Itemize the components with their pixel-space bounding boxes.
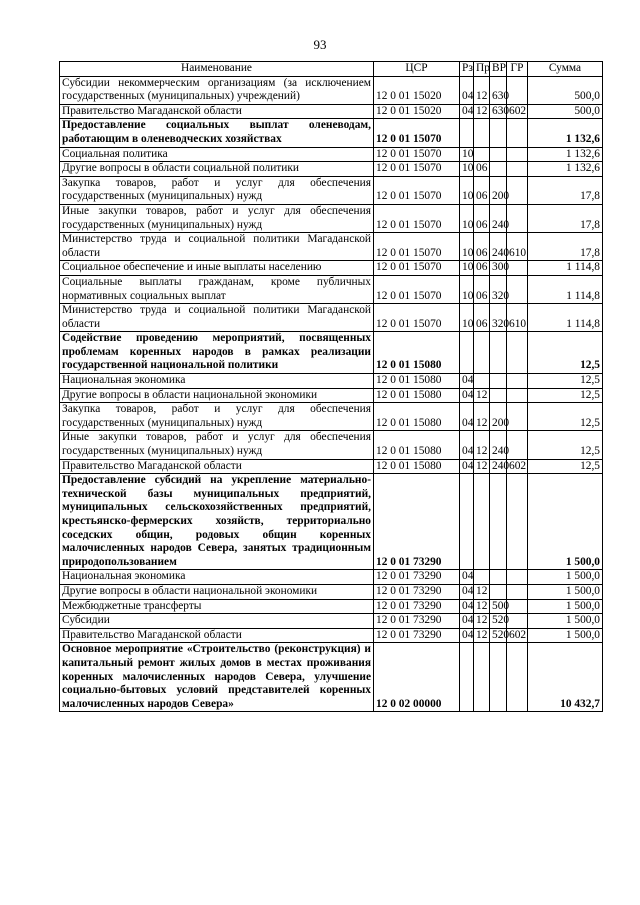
cell-pr: 12 <box>474 599 490 614</box>
cell-vr: 240 <box>490 431 507 459</box>
cell-name: Национальная экономика <box>60 570 374 585</box>
cell-gr <box>507 204 528 232</box>
cell-name: Закупка товаров, работ и услуг для обеспечения государственных (муниципальных) нужд <box>60 403 374 431</box>
cell-sum: 1 500,0 <box>528 570 603 585</box>
cell-pr <box>474 474 490 570</box>
cell-vr: 630 <box>490 104 507 119</box>
cell-vr <box>490 570 507 585</box>
table-row <box>60 374 603 389</box>
cell-sum: 1 114,8 <box>528 275 603 303</box>
cell-csr: 12 0 01 73290 <box>374 628 460 643</box>
cell-pr <box>474 332 490 374</box>
cell-pr: 12 <box>474 76 490 104</box>
cell-gr <box>507 403 528 431</box>
cell-sum: 1 132,6 <box>528 162 603 177</box>
cell-gr <box>507 388 528 403</box>
cell-rz: 04 <box>460 599 474 614</box>
table-row <box>60 261 603 276</box>
cell-rz <box>460 643 474 712</box>
cell-pr: 06 <box>474 275 490 303</box>
page-number: 93 <box>313 37 327 52</box>
cell-vr: 630 <box>490 76 507 104</box>
cell-rz: 10 <box>460 204 474 232</box>
cell-name: Предоставление субсидий на укрепление материально-технической базы муниципальных предприятий, муниципальных сельскохозяйственных предприятий, крестьянско-фермерских хозяйств, территориально соседских общин, родовых общин коренных малочисленных народов Севера, занятых традиционным природопользованием <box>60 474 374 570</box>
cell-gr <box>507 119 528 147</box>
cell-sum: 500,0 <box>528 76 603 104</box>
cell-sum: 1 500,0 <box>528 599 603 614</box>
cell-name: Социальные выплаты гражданам, кроме публичных нормативных социальных выплат <box>60 275 374 303</box>
table-row <box>60 176 603 204</box>
table-row <box>60 431 603 459</box>
cell-gr: 602 <box>507 628 528 643</box>
table-row <box>60 119 603 147</box>
cell-sum: 1 500,0 <box>528 628 603 643</box>
cell-csr: 12 0 01 15020 <box>374 104 460 119</box>
cell-pr: 12 <box>474 431 490 459</box>
cell-vr: 520 <box>490 614 507 629</box>
cell-vr <box>490 474 507 570</box>
cell-vr: 520 <box>490 628 507 643</box>
cell-gr <box>507 570 528 585</box>
cell-rz: 04 <box>460 628 474 643</box>
cell-pr: 12 <box>474 388 490 403</box>
cell-name: Министерство труда и социальной политики Магаданской области <box>60 304 374 332</box>
cell-sum: 17,8 <box>528 176 603 204</box>
table-row <box>60 570 603 585</box>
cell-gr <box>507 76 528 104</box>
cell-gr: 602 <box>507 104 528 119</box>
cell-name: Содействие проведению мероприятий, посвященных проблемам коренных народов в рамках реализации государственной национальной политики <box>60 332 374 374</box>
cell-rz: 04 <box>460 388 474 403</box>
table-row <box>60 459 603 474</box>
cell-csr: 12 0 01 15070 <box>374 275 460 303</box>
cell-name: Социальная политика <box>60 147 374 162</box>
cell-csr: 12 0 01 15020 <box>374 76 460 104</box>
cell-csr: 12 0 01 15070 <box>374 204 460 232</box>
header-csr: ЦСР <box>374 62 460 77</box>
cell-csr: 12 0 01 15070 <box>374 147 460 162</box>
cell-sum: 17,8 <box>528 204 603 232</box>
cell-csr: 12 0 01 73290 <box>374 599 460 614</box>
table-body <box>60 76 603 712</box>
cell-name: Правительство Магаданской области <box>60 104 374 119</box>
cell-vr: 500 <box>490 599 507 614</box>
cell-rz: 04 <box>460 104 474 119</box>
cell-sum: 1 500,0 <box>528 474 603 570</box>
cell-vr <box>490 388 507 403</box>
cell-sum: 500,0 <box>528 104 603 119</box>
cell-gr <box>507 374 528 389</box>
cell-name: Другие вопросы в области социальной политики <box>60 162 374 177</box>
cell-gr <box>507 584 528 599</box>
cell-pr <box>474 570 490 585</box>
cell-gr <box>507 147 528 162</box>
table-row <box>60 76 603 104</box>
cell-name: Основное мероприятие «Строительство (реконструкция) и капитальный ремонт жилых домов в местах проживания коренных малочисленных народов Севера, улучшение социально-бытовых условий представителей коренных малочисленных народов Севера» <box>60 643 374 712</box>
cell-gr <box>507 614 528 629</box>
cell-name: Иные закупки товаров, работ и услуг для обеспечения государственных (муниципальных) нужд <box>60 431 374 459</box>
header-pr: Пр <box>474 62 490 77</box>
cell-name: Национальная экономика <box>60 374 374 389</box>
cell-vr <box>490 147 507 162</box>
cell-vr <box>490 374 507 389</box>
cell-gr <box>507 176 528 204</box>
cell-pr <box>474 147 490 162</box>
cell-name: Межбюджетные трансферты <box>60 599 374 614</box>
cell-csr: 12 0 01 15080 <box>374 332 460 374</box>
cell-pr <box>474 374 490 389</box>
cell-sum: 12,5 <box>528 403 603 431</box>
cell-vr: 200 <box>490 176 507 204</box>
table-row <box>60 233 603 261</box>
cell-name: Министерство труда и социальной политики Магаданской области <box>60 233 374 261</box>
cell-rz: 04 <box>460 374 474 389</box>
cell-vr: 240 <box>490 459 507 474</box>
cell-vr: 320 <box>490 304 507 332</box>
cell-name: Субсидии некоммерческим организациям (за исключением государственных (муниципальных) учреждений) <box>60 76 374 104</box>
table-row <box>60 104 603 119</box>
table-row <box>60 643 603 712</box>
table-row <box>60 388 603 403</box>
cell-csr: 12 0 01 15070 <box>374 176 460 204</box>
cell-csr: 12 0 01 15070 <box>374 261 460 276</box>
cell-pr: 12 <box>474 628 490 643</box>
cell-gr: 610 <box>507 233 528 261</box>
cell-rz: 10 <box>460 176 474 204</box>
header-gr: ГР <box>507 62 528 77</box>
cell-pr: 06 <box>474 176 490 204</box>
cell-pr: 06 <box>474 304 490 332</box>
cell-sum: 12,5 <box>528 431 603 459</box>
budget-table <box>59 61 603 712</box>
cell-pr: 06 <box>474 162 490 177</box>
cell-csr: 12 0 01 15080 <box>374 388 460 403</box>
cell-gr <box>507 643 528 712</box>
cell-gr <box>507 431 528 459</box>
cell-name: Социальное обеспечение и иные выплаты населению <box>60 261 374 276</box>
cell-name: Субсидии <box>60 614 374 629</box>
cell-rz: 10 <box>460 162 474 177</box>
cell-name: Правительство Магаданской области <box>60 628 374 643</box>
cell-csr: 12 0 01 73290 <box>374 614 460 629</box>
cell-rz: 10 <box>460 304 474 332</box>
cell-sum: 1 114,8 <box>528 304 603 332</box>
cell-name: Иные закупки товаров, работ и услуг для обеспечения государственных (муниципальных) нужд <box>60 204 374 232</box>
cell-vr: 300 <box>490 261 507 276</box>
cell-rz <box>460 332 474 374</box>
table-header-row <box>60 62 603 77</box>
cell-csr: 12 0 01 15080 <box>374 374 460 389</box>
cell-gr <box>507 275 528 303</box>
cell-name: Другие вопросы в области национальной экономики <box>60 584 374 599</box>
cell-sum: 12,5 <box>528 459 603 474</box>
table-row <box>60 614 603 629</box>
cell-rz: 10 <box>460 261 474 276</box>
cell-vr <box>490 119 507 147</box>
cell-name: Закупка товаров, работ и услуг для обеспечения государственных (муниципальных) нужд <box>60 176 374 204</box>
cell-sum: 1 500,0 <box>528 584 603 599</box>
cell-sum: 1 132,6 <box>528 119 603 147</box>
header-sum: Сумма <box>528 62 603 77</box>
cell-name: Другие вопросы в области национальной экономики <box>60 388 374 403</box>
cell-rz: 10 <box>460 147 474 162</box>
cell-sum: 12,5 <box>528 374 603 389</box>
cell-sum: 1 132,6 <box>528 147 603 162</box>
table-row <box>60 304 603 332</box>
cell-gr: 602 <box>507 459 528 474</box>
cell-gr <box>507 261 528 276</box>
cell-gr <box>507 162 528 177</box>
cell-gr <box>507 599 528 614</box>
cell-vr <box>490 584 507 599</box>
cell-csr: 12 0 01 73290 <box>374 474 460 570</box>
cell-csr: 12 0 01 15070 <box>374 304 460 332</box>
cell-name: Правительство Магаданской области <box>60 459 374 474</box>
table-row <box>60 403 603 431</box>
cell-csr: 12 0 01 73290 <box>374 584 460 599</box>
cell-csr: 12 0 01 15070 <box>374 119 460 147</box>
cell-sum: 17,8 <box>528 233 603 261</box>
cell-vr <box>490 643 507 712</box>
cell-rz <box>460 474 474 570</box>
cell-vr <box>490 332 507 374</box>
cell-rz: 04 <box>460 403 474 431</box>
cell-csr: 12 0 02 00000 <box>374 643 460 712</box>
cell-rz: 10 <box>460 275 474 303</box>
cell-pr: 06 <box>474 233 490 261</box>
cell-rz: 10 <box>460 233 474 261</box>
cell-sum: 1 500,0 <box>528 614 603 629</box>
cell-name: Предоставление социальных выплат оленеводам, работающим в оленеводческих хозяйствах <box>60 119 374 147</box>
cell-csr: 12 0 01 73290 <box>374 570 460 585</box>
table-row <box>60 599 603 614</box>
cell-pr <box>474 643 490 712</box>
cell-pr: 06 <box>474 204 490 232</box>
cell-rz: 04 <box>460 584 474 599</box>
cell-csr: 12 0 01 15070 <box>374 233 460 261</box>
table-row <box>60 584 603 599</box>
cell-rz: 04 <box>460 431 474 459</box>
table-row <box>60 275 603 303</box>
cell-vr: 240 <box>490 204 507 232</box>
cell-sum: 10 432,7 <box>528 643 603 712</box>
cell-rz: 04 <box>460 459 474 474</box>
cell-vr: 200 <box>490 403 507 431</box>
cell-gr <box>507 332 528 374</box>
cell-pr: 12 <box>474 459 490 474</box>
header-name: Наименование <box>60 62 374 77</box>
cell-csr: 12 0 01 15070 <box>374 162 460 177</box>
cell-pr: 06 <box>474 261 490 276</box>
header-rz: Рз <box>460 62 474 77</box>
table-row <box>60 628 603 643</box>
cell-sum: 1 114,8 <box>528 261 603 276</box>
header-vr: ВР <box>490 62 507 77</box>
cell-pr: 12 <box>474 614 490 629</box>
cell-gr <box>507 474 528 570</box>
cell-vr: 240 <box>490 233 507 261</box>
cell-gr: 610 <box>507 304 528 332</box>
cell-sum: 12,5 <box>528 332 603 374</box>
cell-sum: 12,5 <box>528 388 603 403</box>
cell-pr: 12 <box>474 584 490 599</box>
cell-vr <box>490 162 507 177</box>
cell-pr: 12 <box>474 403 490 431</box>
cell-rz <box>460 119 474 147</box>
cell-csr: 12 0 01 15080 <box>374 459 460 474</box>
cell-csr: 12 0 01 15080 <box>374 403 460 431</box>
cell-rz: 04 <box>460 76 474 104</box>
cell-rz: 04 <box>460 614 474 629</box>
cell-pr <box>474 119 490 147</box>
table-row <box>60 204 603 232</box>
table-row <box>60 474 603 570</box>
cell-vr: 320 <box>490 275 507 303</box>
table-row <box>60 147 603 162</box>
cell-csr: 12 0 01 15080 <box>374 431 460 459</box>
table-row <box>60 332 603 374</box>
cell-pr: 12 <box>474 104 490 119</box>
cell-rz: 04 <box>460 570 474 585</box>
table-row <box>60 162 603 177</box>
